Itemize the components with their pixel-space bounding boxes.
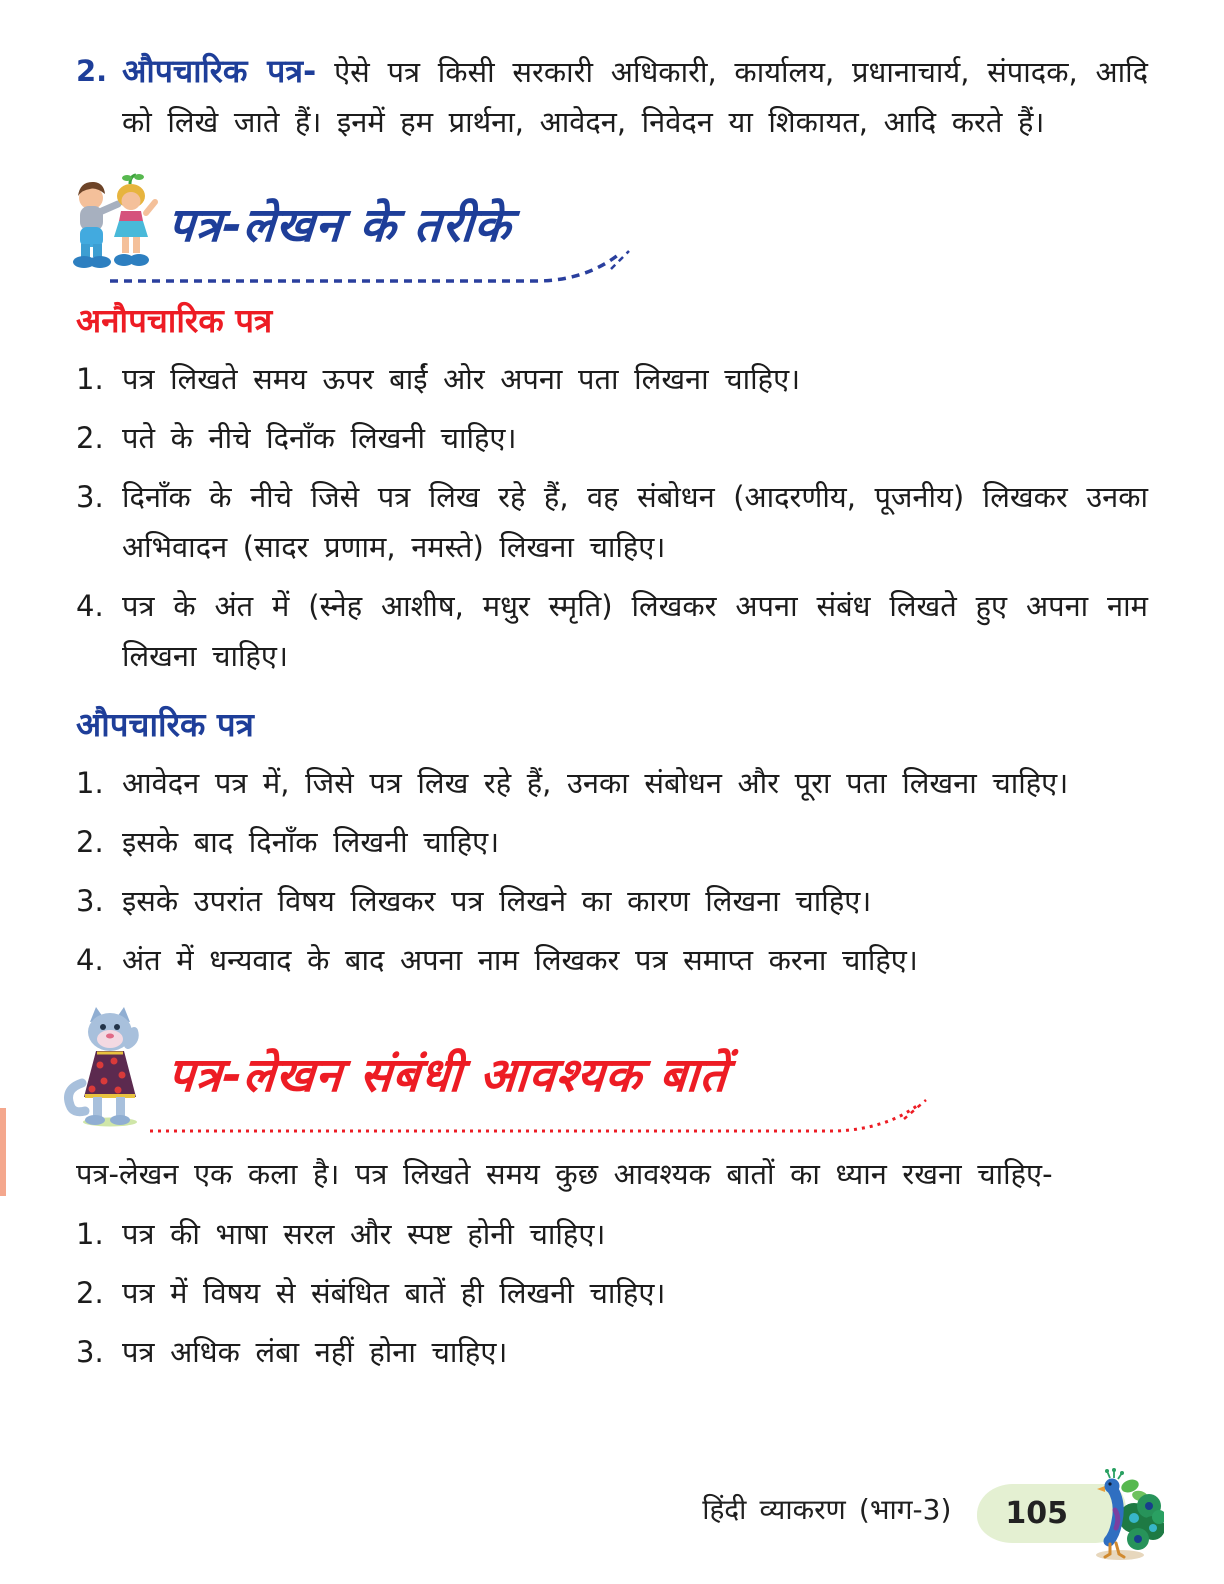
- heading-underline-swoosh: [106, 247, 636, 289]
- item-number: 1.: [76, 362, 104, 396]
- item-number: 3.: [76, 480, 104, 514]
- informal-subheading: अनौपचारिक पत्र: [76, 301, 273, 340]
- item-text: पत्र के अंत में (स्नेह आशीष, मधुर स्मृति) लिखकर अपना संबंध लिखते हुए अपना नाम लिखना चाहिए।: [122, 589, 1148, 673]
- peacock-illustration-icon: [1068, 1466, 1164, 1566]
- item-number: 3.: [76, 1335, 104, 1369]
- intro-item: [76, 46, 1148, 147]
- item-number: 2.: [76, 825, 104, 859]
- list-item: [76, 1268, 1148, 1318]
- essentials-intro: पत्र-लेखन एक कला है। पत्र लिखते समय कुछ आवश्यक बातों का ध्यान रखना चाहिए-: [76, 1157, 1053, 1191]
- item-number: 4.: [76, 589, 104, 623]
- list-item: [76, 472, 1148, 572]
- intro-number: 2.: [76, 54, 108, 88]
- item-text: आवेदन पत्र में, जिसे पत्र लिख रहे हैं, उनका संबोधन और पूरा पता लिखना चाहिए।: [122, 766, 1069, 800]
- item-text: दिनाँक के नीचे जिसे पत्र लिख रहे हैं, वह संबोधन (आदरणीय, पूजनीय) लिखकर उनका अभिवादन (सादर प्रणाम, नमस्ते) लिखना चाहिए।: [122, 480, 1148, 564]
- item-text: इसके उपरांत विषय लिखकर पत्र लिखने का कारण लिखना चाहिए।: [122, 884, 872, 918]
- methods-heading: पत्र-लेखन के तरीके: [165, 198, 514, 253]
- list-item: [76, 935, 1148, 985]
- item-number: 3.: [76, 884, 104, 918]
- list-item: [76, 1209, 1148, 1259]
- list-item: [76, 817, 1148, 867]
- list-item: [76, 758, 1148, 808]
- section-heading-methods: [76, 169, 1148, 277]
- item-text: अंत में धन्यवाद के बाद अपना नाम लिखकर पत्र समाप्त करना चाहिए।: [122, 943, 918, 977]
- item-number: 2.: [76, 421, 104, 455]
- list-item: [76, 1327, 1148, 1377]
- page-footer: [702, 1466, 1164, 1566]
- cat-illustration-icon: [62, 1005, 154, 1131]
- intro-text: ऐसे पत्र किसी सरकारी अधिकारी, कार्यालय, प्रधानाचार्य, संपादक, आदि को लिखे जाते हैं। इनमें हम प्रार्थना, आवेदन, निवेदन या शिकायत, आदि करते हैं।: [122, 55, 1148, 139]
- item-text: पते के नीचे दिनाँक लिखनी चाहिए।: [122, 421, 517, 455]
- item-text: पत्र में विषय से संबंधित बातें ही लिखनी चाहिए।: [122, 1276, 666, 1310]
- item-number: 4.: [76, 943, 104, 977]
- list-item: [76, 354, 1148, 404]
- item-text: पत्र लिखते समय ऊपर बाईं ओर अपना पता लिखना चाहिए।: [122, 362, 801, 396]
- item-number: 2.: [76, 1276, 104, 1310]
- list-item: [76, 876, 1148, 926]
- intro-label: औपचारिक पत्र-: [122, 52, 317, 90]
- list-item: [76, 413, 1148, 463]
- page-number: 105: [1005, 1495, 1068, 1531]
- section-heading-essentials: [76, 1019, 1148, 1127]
- item-number: 1.: [76, 1217, 104, 1251]
- formal-subheading: औपचारिक पत्र: [76, 705, 254, 744]
- page-edge-tab: [0, 1108, 6, 1196]
- essentials-heading: पत्र-लेखन संबंधी आवश्यक बातें: [165, 1048, 730, 1103]
- item-text: पत्र की भाषा सरल और स्पष्ट होनी चाहिए।: [122, 1217, 606, 1251]
- book-title: हिंदी व्याकरण (भाग-3): [702, 1493, 952, 1526]
- item-number: 1.: [76, 766, 104, 800]
- item-text: पत्र अधिक लंबा नहीं होना चाहिए।: [122, 1335, 508, 1369]
- list-item: [76, 581, 1148, 681]
- intro-paragraph: [122, 46, 1148, 147]
- item-text: इसके बाद दिनाँक लिखनी चाहिए।: [122, 825, 500, 859]
- heading-underline-swoosh: [146, 1097, 936, 1139]
